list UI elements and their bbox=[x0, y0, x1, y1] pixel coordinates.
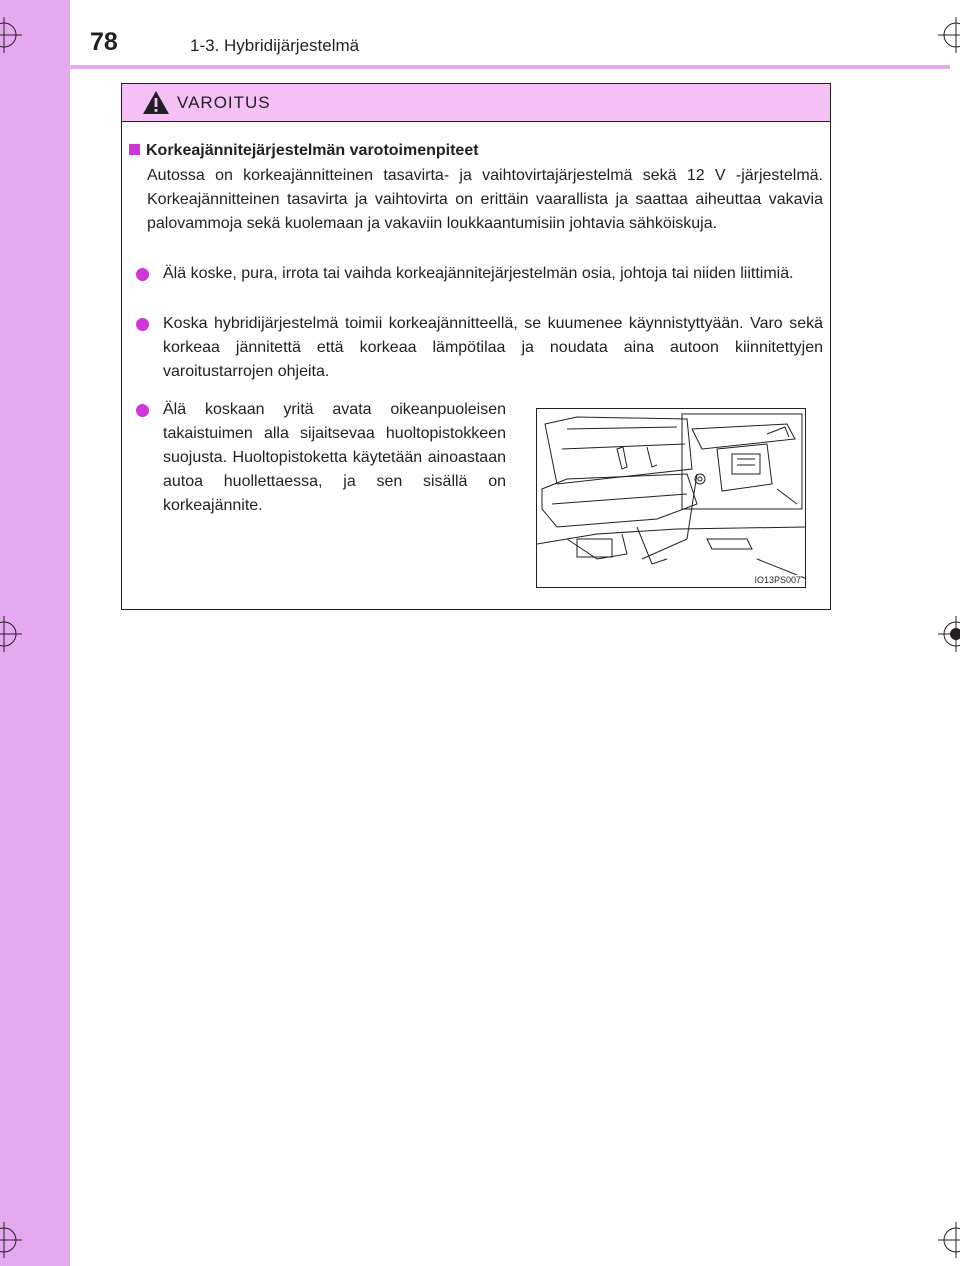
warning-bullet bbox=[136, 262, 823, 286]
bullet-text: Koska hybridijärjestelmä toimii korkeajännitteellä, se kuumenee käynnistyttyään. Varo sekä korkeaa jännitettä että korkeaa lämpötilaa ja noudata aina autoon kiinnitettyjen varoitustarrojen ohjeita. bbox=[163, 315, 823, 380]
warning-bullet bbox=[136, 398, 506, 518]
service-plug-illustration bbox=[536, 408, 806, 588]
warning-box bbox=[121, 83, 831, 610]
circle-bullet-icon bbox=[136, 404, 149, 417]
bullet-text: Älä koskaan yritä avata oikeanpuoleisen takaistuimen alla sijaitsevaa huoltopistokkeen suojusta. Huoltopistoketta käytetään ainoastaan autoa huollettaessa, ja sen sisällä on korkeajännite. bbox=[163, 401, 506, 514]
registration-mark-top-right bbox=[938, 17, 960, 53]
warning-title: VAROITUS bbox=[177, 93, 271, 112]
warning-header bbox=[122, 84, 830, 122]
rear-seat-line-drawing bbox=[537, 409, 806, 588]
warning-triangle-icon bbox=[142, 90, 170, 120]
registration-mark-mid-right bbox=[938, 616, 960, 652]
warning-intro: Autossa on korkeajännitteinen tasavirta- ja vaihtovirtajärjestelmä sekä 12 V -järjestelmä. Korkeajännitteinen tasavirta ja vaihtovirta on erittäin vaarallista ja saattaa aiheuttaa vakavia palovammoja sekä kuolemaan ja vakaviin loukkaantumisiin johtavia sähköiskuja. bbox=[147, 167, 823, 232]
warning-subheading: Korkeajännitejärjestelmän varotoimenpiteet bbox=[129, 142, 479, 160]
registration-mark-bottom-left bbox=[0, 1222, 22, 1258]
circle-bullet-icon bbox=[136, 318, 149, 331]
registration-mark-top-left bbox=[0, 17, 22, 53]
circle-bullet-icon bbox=[136, 268, 149, 281]
warning-bullet bbox=[136, 312, 823, 384]
section-title: 1-3. Hybridijärjestelmä bbox=[190, 36, 360, 55]
header-rule bbox=[70, 65, 950, 69]
registration-mark-bottom-right bbox=[938, 1222, 960, 1258]
square-bullet-icon bbox=[129, 144, 140, 155]
figure-code: IO13PS007 bbox=[754, 575, 801, 585]
registration-mark-mid-left bbox=[0, 616, 22, 652]
page-number: 78 bbox=[90, 28, 118, 56]
bullet-text: Älä koske, pura, irrota tai vaihda korkeajännitejärjestelmän osia, johtoja tai niiden liittimiä. bbox=[163, 265, 794, 282]
